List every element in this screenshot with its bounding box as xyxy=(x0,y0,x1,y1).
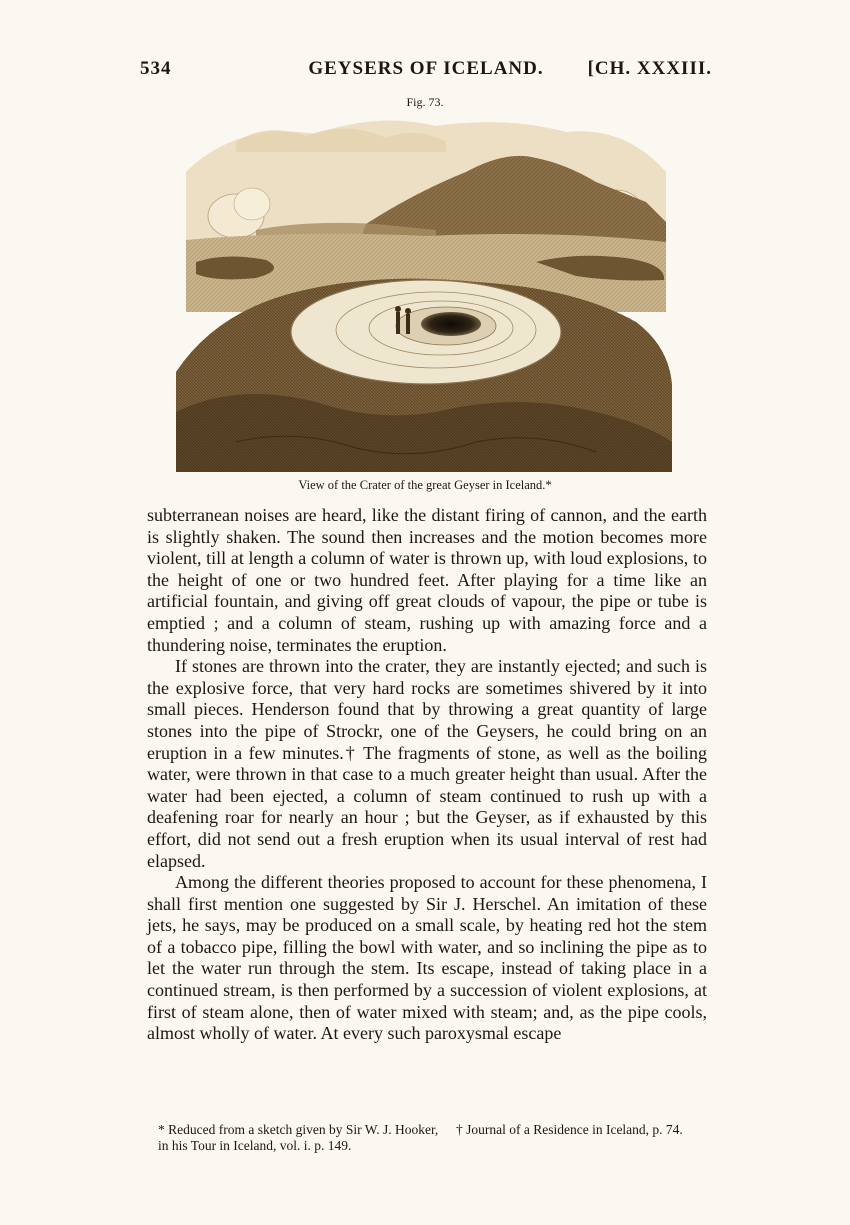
running-header xyxy=(140,58,712,88)
paragraph: If stones are thrown into the crater, they are instantly ejected; and such is the explosive force, that very hard rocks are sometimes shivered by it into small pieces. Henderson found that by throwing a great quantity of large stones into the pipe of Strockr, one of the Geysers, he could bring on an eruption in a few minutes.† The fragments of stone, as well as the boiling water, were thrown in that case to a much greater height than usual. After the water had been ejected, a column of steam continued to rush up with a deafening roar for nearly an hour ; but the Geyser, as if exhausted by this effort, did not send out a fresh eruption when its usual interval of rest had elapsed. xyxy=(147,656,707,871)
footnote-hooker: * Reduced from a sketch given by Sir W. J. Hooker, in his Tour in Iceland, vol. i. p. 149. xyxy=(158,1122,439,1153)
footnote-journal: † Journal of a Residence in Iceland, p. 74. xyxy=(456,1122,683,1137)
geyser-crater-illustration xyxy=(176,112,672,472)
paragraph: subterranean noises are heard, like the distant firing of cannon, and the earth is slightly shaken. The sound then increases and the motion becomes more violent, till at length a column of water is thrown up, with loud explosions, to the height of one or two hundred feet. After playing for a time like an artificial fountain, and giving off great clouds of vapour, the pipe or tube is emptied ; and a column of steam, rushing up with amazing force and a thundering noise, terminates the eruption. xyxy=(147,505,707,655)
body-text xyxy=(147,505,707,1045)
figure-caption: View of the Crater of the great Geyser in Iceland.* xyxy=(298,478,552,492)
paragraph: Among the different theories proposed to account for these phenomena, I shall first mention one suggested by Sir J. Herschel. An imitation of these jets, he says, may be produced on a small scale, by heating red hot the stem of a tobacco pipe, filling the bowl with water, and so inclining the pipe as to let the water run through the stem. Its escape, instead of taking place in a continued stream, is then performed by a succession of violent explosions, at first of steam alone, then of water mixed with steam; and, as the pipe cools, almost wholly of water. At every such paroxysmal escape xyxy=(147,872,707,1044)
running-title: GEYSERS OF ICELAND. xyxy=(308,58,544,79)
figure-label: Fig. 73. xyxy=(406,95,444,109)
chapter-label: [CH. XXXIII. xyxy=(587,58,712,79)
page-number: 534 xyxy=(140,58,172,79)
geyser-pipe xyxy=(421,312,481,336)
